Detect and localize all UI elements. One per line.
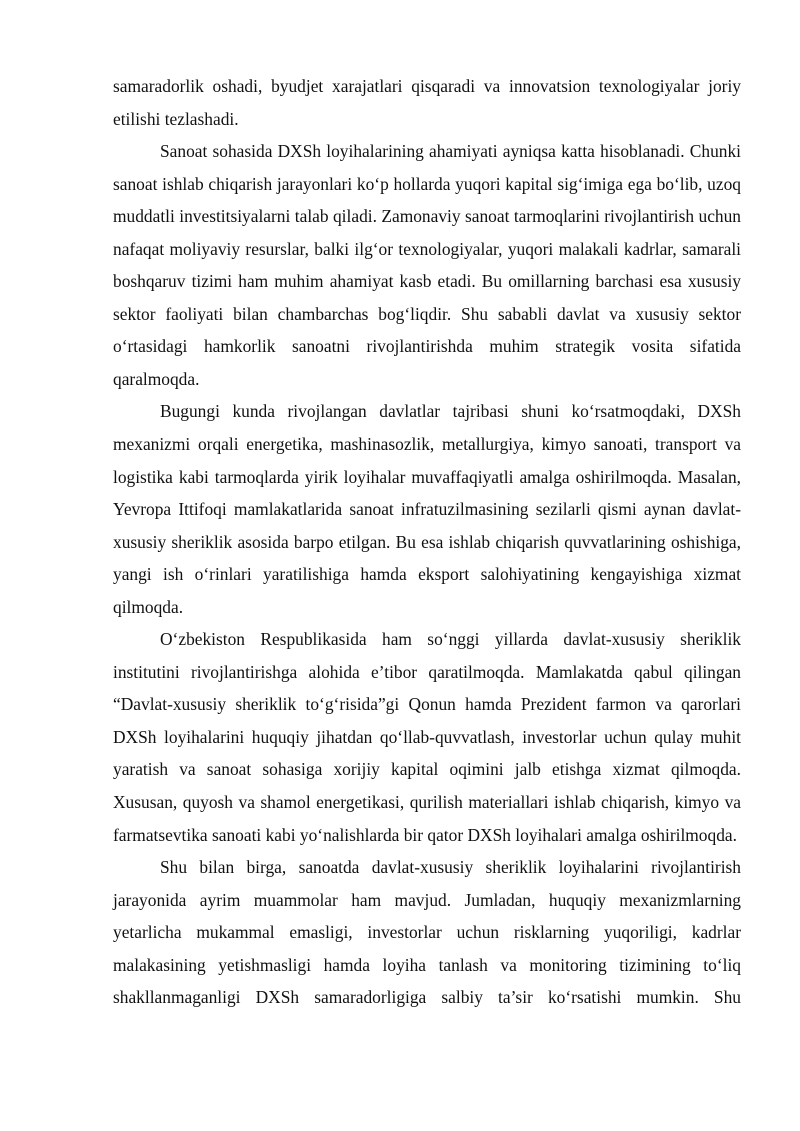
paragraph-problems: Shu bilan birga, sanoatda davlat-xususiy sheriklik loyihalarini rivojlantirish jarayonida ayrim muammolar ham mavjud. Jumladan, huquqiy mexanizmlarning yetarlicha mukammal emasligi, investorlar uchun risklarning yuqoriligi, kadrlar malakasining yetishmasligi hamda loyiha tanlash va monitoring tizimining to‘liq shakllanmaganligi DXSh samaradorligiga salbiy ta’sir ko‘rsatishi mumkin. Shu xyxy=(113,857,741,1008)
paragraph-foreign-experience: Bugungi kunda rivojlangan davlatlar tajribasi shuni ko‘rsatmoqdaki, DXSh mexanizmi orqali energetika, mashinasozlik, metallurgiya, kimyo sanoati, transport va logistika kabi tarmoqlarda yirik loyihalar muvaffaqiyatli amalga oshirilmoqda. Masalan, Yevropa Ittifoqi mamlakatlarida sanoat infratuzilmasining sezilarli qismi aynan davlat-xususiy sheriklik asosida barpo etilgan. Bu esa ishlab chiqarish quvvatlarining oshishiga, yangi ish o‘rinlari yaratilishiga hamda eksport salohiyatining kengayishiga xizmat qilmoqda. xyxy=(113,401,741,617)
document-page xyxy=(113,70,741,1014)
paragraph-continued: samaradorlik oshadi, byudjet xarajatlari qisqaradi va innovatsion texnologiyalar joriy etilishi tezlashadi. xyxy=(113,76,741,129)
paragraph-uzbekistan: O‘zbekiston Respublikasida ham so‘nggi yillarda davlat-xususiy sheriklik institutini rivojlantirishga alohida e’tibor qaratilmoqda. Mamlakatda qabul qilingan “Davlat-xususiy sheriklik to‘g‘risida”gi Qonun hamda Prezident farmon va qarorlari DXSh loyihalarini huquqiy jihatdan qo‘llab-quvvatlash, investorlar uchun qulay muhit yaratish va sanoat sohasiga xorijiy kapital oqimini jalb etishga xizmat qilmoqda. Xususan, quyosh va shamol energetikasi, qurilish materiallari ishlab chiqarish, kimyo va farmatsevtika sanoati kabi yo‘nalishlarda bir qator DXSh loyihalari amalga oshirilmoqda. xyxy=(113,629,741,845)
paragraph-industry-importance: Sanoat sohasida DXSh loyihalarining ahamiyati ayniqsa katta hisoblanadi. Chunki sanoat ishlab chiqarish jarayonlari ko‘p hollarda yuqori kapital sig‘imiga ega bo‘lib, uzoq muddatli investitsiyalarni talab qiladi. Zamonaviy sanoat tarmoqlarini rivojlantirish uchun nafaqat moliyaviy resurslar, balki ilg‘or texnologiyalar, yuqori malakali kadrlar, samarali boshqaruv tizimi ham muhim ahamiyat kasb etadi. Bu omillarning barchasi esa xususiy sektor faoliyati bilan chambarchas bog‘liqdir. Shu sababli davlat va xususiy sektor o‘rtasidagi hamkorlik sanoatni rivojlantirishda muhim strategik vosita sifatida qaralmoqda. xyxy=(113,141,741,389)
